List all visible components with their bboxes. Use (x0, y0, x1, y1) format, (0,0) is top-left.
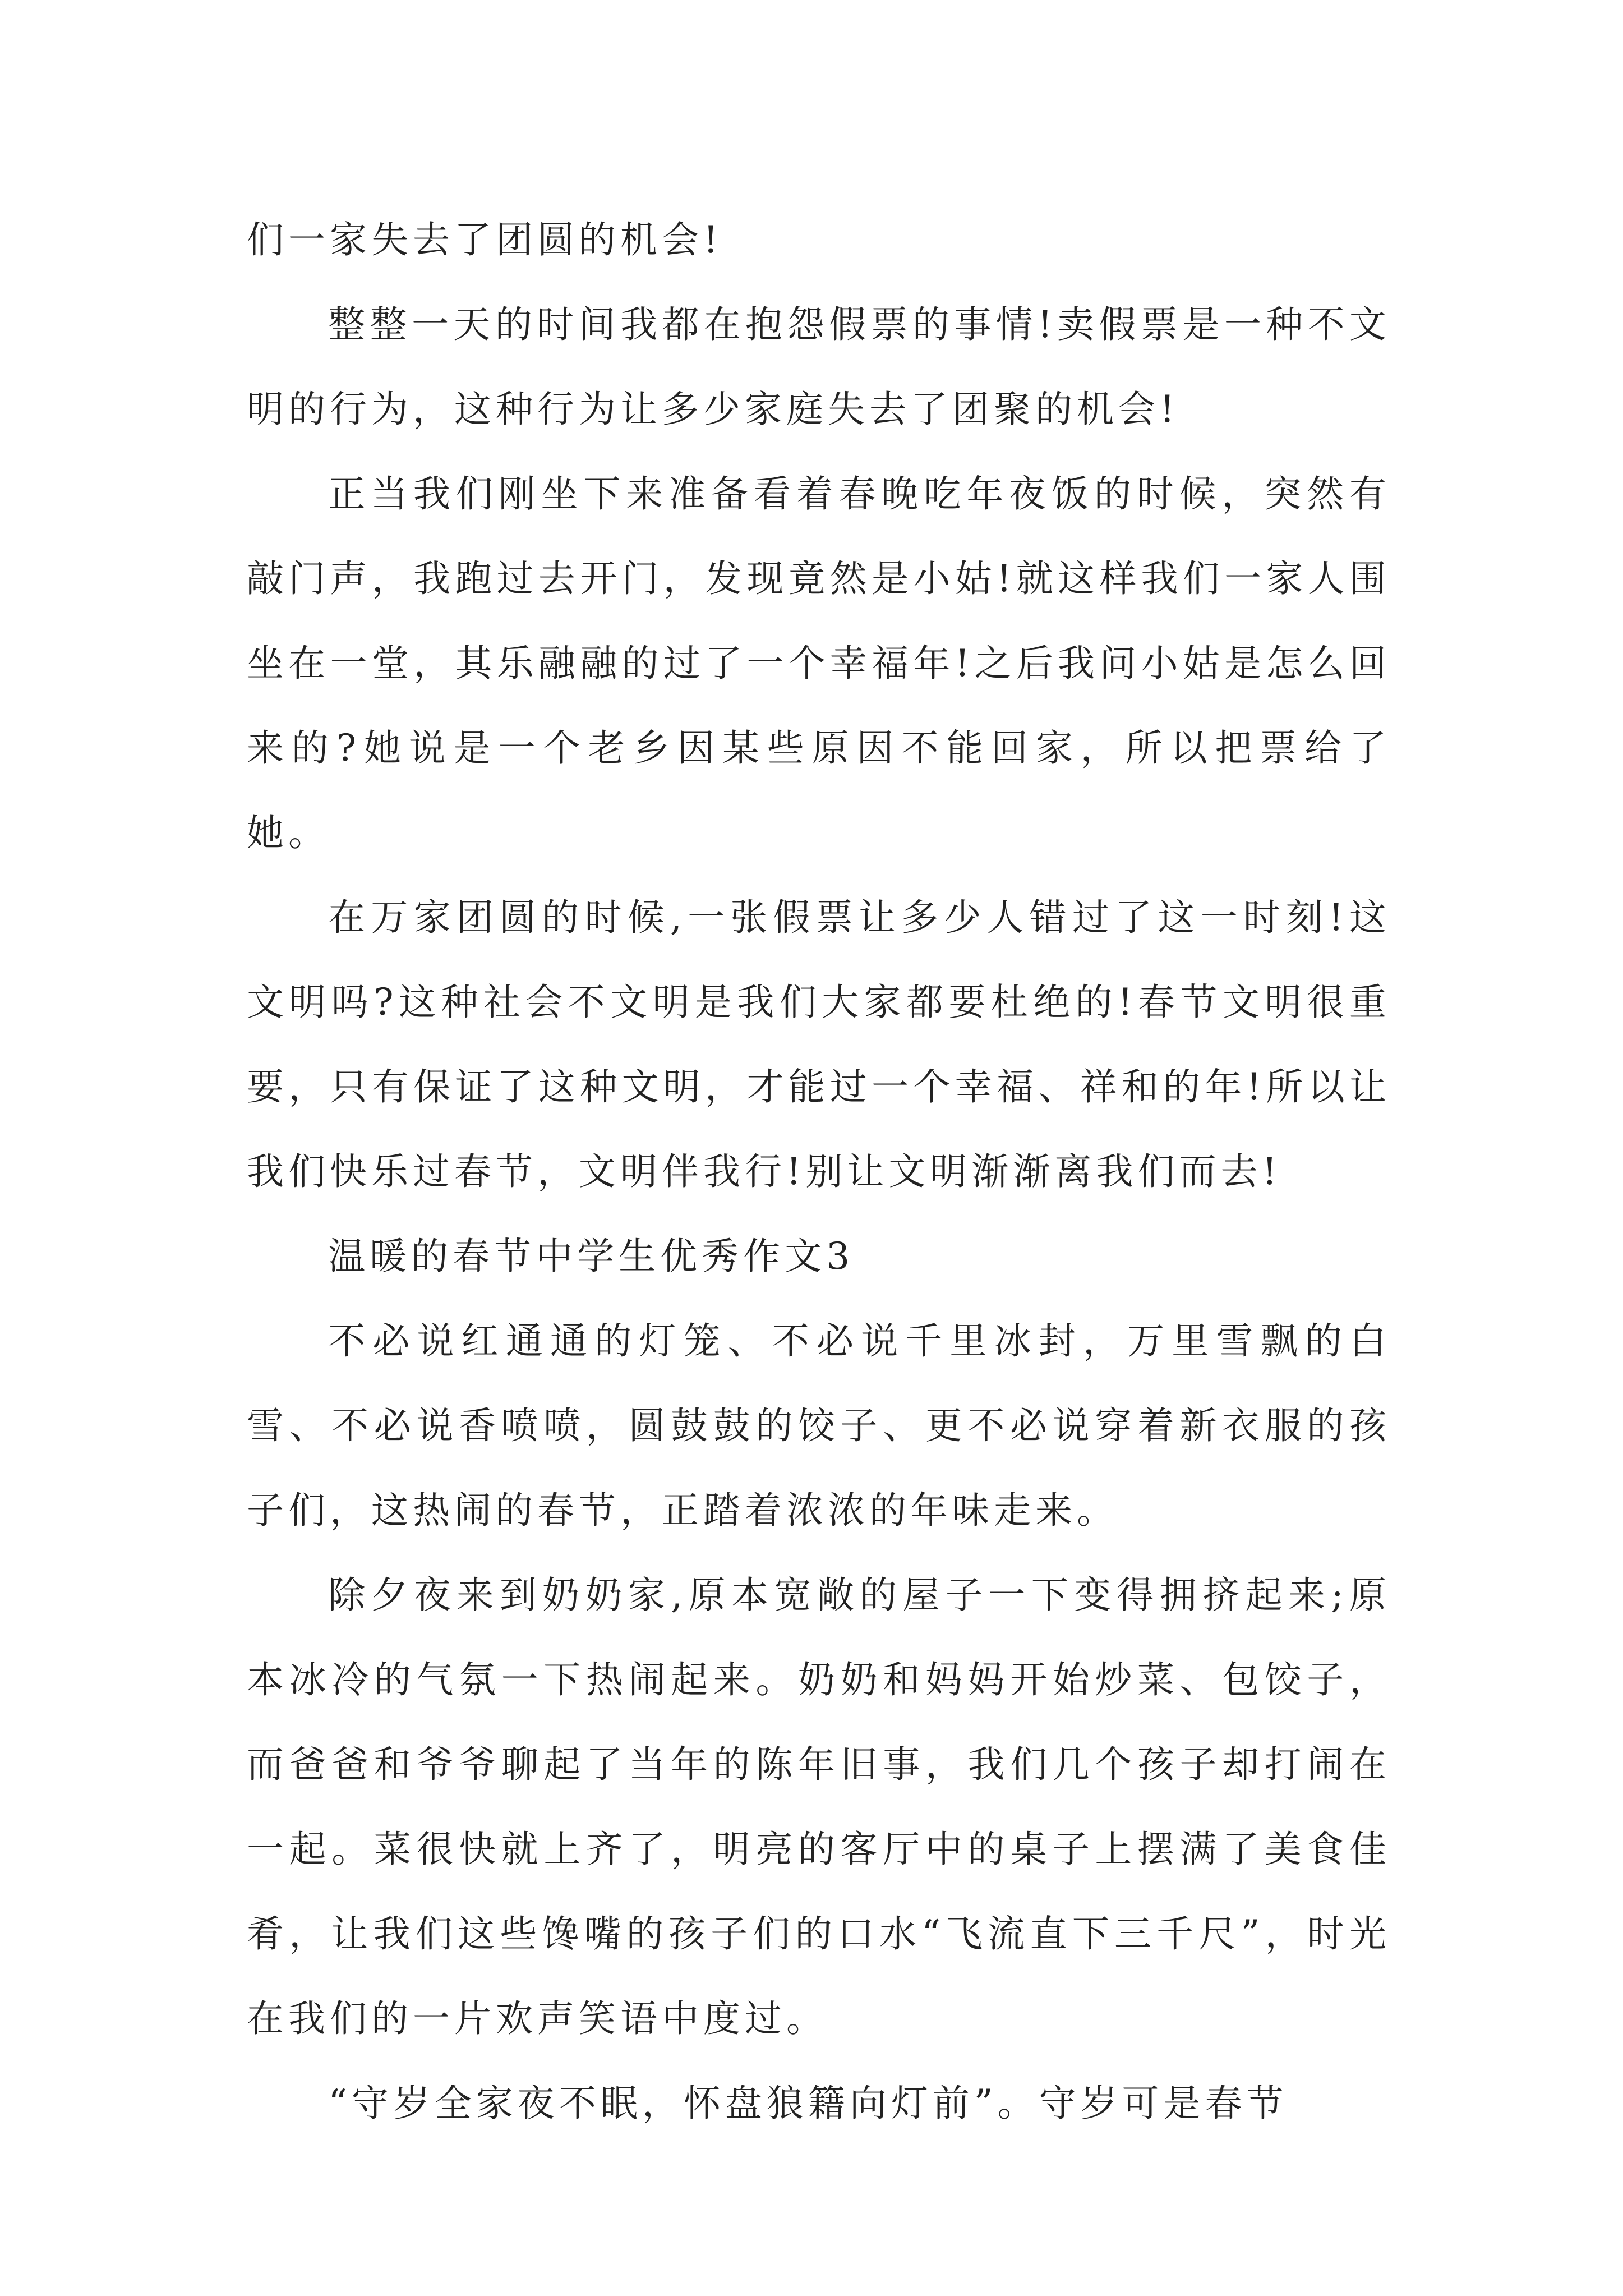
document-body (247, 197, 1391, 2146)
paragraph: 在万家团圆的时候,一张假票让多少人错过了这一时刻!这文明吗?这种社会不文明是我们大家都要杜绝的!春节文明很重要，只有保证了这种文明，才能过一个幸福、祥和的年!所以让我们快乐过春节，文明伴我行!别让文明渐渐离我们而去! (247, 896, 1391, 1193)
paragraph: 不必说红通通的灯笼、不必说千里冰封，万里雪飘的白雪、不必说香喷喷，圆鼓鼓的饺子、更不必说穿着新衣服的孩子们，这热闹的春节，正踏着浓浓的年味走来。 (247, 1319, 1391, 1532)
paragraph: “守岁全家夜不眠，怀盘狼籍向灯前”。守岁可是春节 (328, 2082, 1288, 2125)
paragraph: 正当我们刚坐下来准备看着春晚吃年夜饭的时候，突然有敲门声，我跑过去开门，发现竟然是小姑!就这样我们一家人围坐在一堂，其乐融融的过了一个幸福年!之后我问小姑是怎么回来的?她说是一个老乡因某些原因不能回家，所以把票给了她。 (247, 472, 1391, 854)
paragraph-continuation: 们一家失去了团圆的机会! (247, 218, 723, 261)
section-heading: 温暖的春节中学生优秀作文3 (328, 1235, 855, 1278)
paragraph: 除夕夜来到奶奶家,原本宽敞的屋子一下变得拥挤起来;原本冰冷的气氛一下热闹起来。奶奶和妈妈开始炒菜、包饺子，而爸爸和爷爷聊起了当年的陈年旧事，我们几个孩子却打闹在一起。菜很快就上齐了，明亮的客厅中的桌子上摆满了美食佳肴，让我们这些馋嘴的孩子们的口水“飞流直下三千尺”，时光在我们的一片欢声笑语中度过。 (247, 1573, 1391, 2040)
paragraph: 整整一天的时间我都在抱怨假票的事情!卖假票是一种不文明的行为，这种行为让多少家庭失去了团聚的机会! (247, 303, 1391, 431)
